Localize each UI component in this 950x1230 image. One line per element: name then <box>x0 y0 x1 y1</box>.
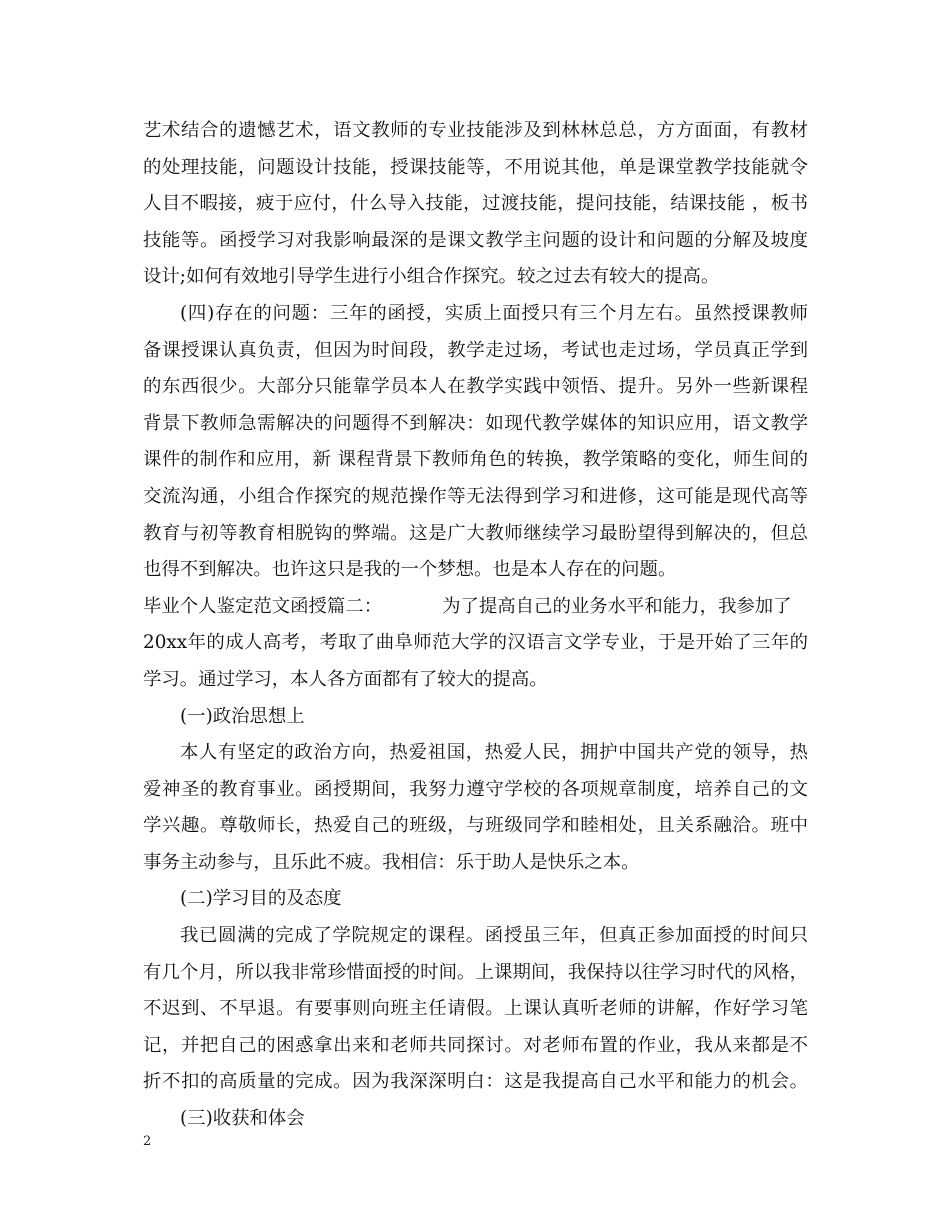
paragraph-line: 有几个月，所以我非常珍惜面授的时间。上课期间，我保持以往学习时代的风格， <box>143 961 808 983</box>
paragraph-line: 事务主动参与，且乐此不疲。我相信：乐于助人是快乐之本。 <box>143 851 640 873</box>
paragraph-line: 交流沟通，小组合作探究的规范操作等无法得到学习和进修，这可能是现代高等 <box>143 485 808 507</box>
paragraph-line: 记，并把自己的困惑拿出来和老师共同探讨。对老师布置的作业，我从来都是不 <box>143 1034 808 1056</box>
page-number: 2 <box>143 1134 152 1149</box>
paragraph-line: 学习。通过学习，本人各方面都有了较大的提高。 <box>143 668 548 690</box>
paragraph-line: 教育与初等教育相脱钩的弊端。这是广大教师继续学习最盼望得到解决的，但总 <box>143 522 808 544</box>
paragraph-line: 背景下教师急需解决的问题得不到解决：如现代教学媒体的知识应用，语文教学 <box>143 412 808 434</box>
paragraph-line-start: 为了提高自己的业务水平和能力，我参加了 <box>442 595 792 617</box>
subheading: (一)政治思想上 <box>180 705 305 727</box>
section-heading-line <box>143 589 808 626</box>
paragraph-line: 的东西很少。大部分只能靠学员本人在教学实践中领悟、提升。另外一些新课程 <box>143 376 808 398</box>
paragraph-line: 20xx年的成人高考，考取了曲阜师范大学的汉语言文学专业，于是开始了三年的 <box>143 632 808 654</box>
paragraph-line: 折不扣的高质量的完成。因为我深深明白：这是我提高自己水平和能力的机会。 <box>143 1071 808 1093</box>
paragraph-line: 设计;如何有效地引导学生进行小组合作探究。较之过去有较大的提高。 <box>143 266 720 288</box>
paragraph-line: (四)存在的问题：三年的函授，实质上面授只有三个月左右。虽然授课教师 <box>180 302 808 324</box>
subheading: (二)学习目的及态度 <box>180 888 342 910</box>
paragraph-line: 备课授课认真负责，但因为时间段，教学走过场，考试也走过场，学员真正学到 <box>143 339 808 361</box>
paragraph-line: 人目不暇接，疲于应付，什么导入技能，过渡技能，提问技能，结课技能 ，板书 <box>143 193 808 215</box>
paragraph-line: 技能等。函授学习对我影响最深的是课文教学主问题的设计和问题的分解及坡度 <box>143 229 808 251</box>
paragraph-line: 不迟到、不早退。有要事则向班主任请假。上课认真听老师的讲解，作好学习笔 <box>143 998 808 1020</box>
section-heading: 毕业个人鉴定范文函授篇二： <box>143 595 383 617</box>
paragraph-line: 我已圆满的完成了学院规定的课程。函授虽三年，但真正参加面授的时间只 <box>180 925 808 947</box>
paragraph-line: 爱神圣的教育事业。函授期间，我努力遵守学校的各项规章制度，培养自己的文 <box>143 778 808 800</box>
paragraph-line: 艺术结合的遗憾艺术，语文教师的专业技能涉及到林林总总，方方面面，有教材 <box>143 120 808 141</box>
document-body <box>143 113 808 1138</box>
paragraph-line: 的处理技能，问题设计技能，授课技能等，不用说其他，单是课堂教学技能就令 <box>143 156 808 178</box>
subheading: (三)收获和体会 <box>180 1108 305 1130</box>
paragraph-line: 本人有坚定的政治方向，热爱祖国，热爱人民，拥护中国共产党的领导，热 <box>180 742 808 764</box>
paragraph-line: 课件的制作和应用，新 课程背景下教师角色的转换，教学策略的变化，师生间的 <box>143 449 808 471</box>
paragraph-line: 也得不到解决。也许这只是我的一个梦想。也是本人存在的问题。 <box>143 559 677 581</box>
paragraph-line: 学兴趣。尊敬师长，热爱自己的班级，与班级同学和睦相处，且关系融洽。班中 <box>143 815 808 837</box>
